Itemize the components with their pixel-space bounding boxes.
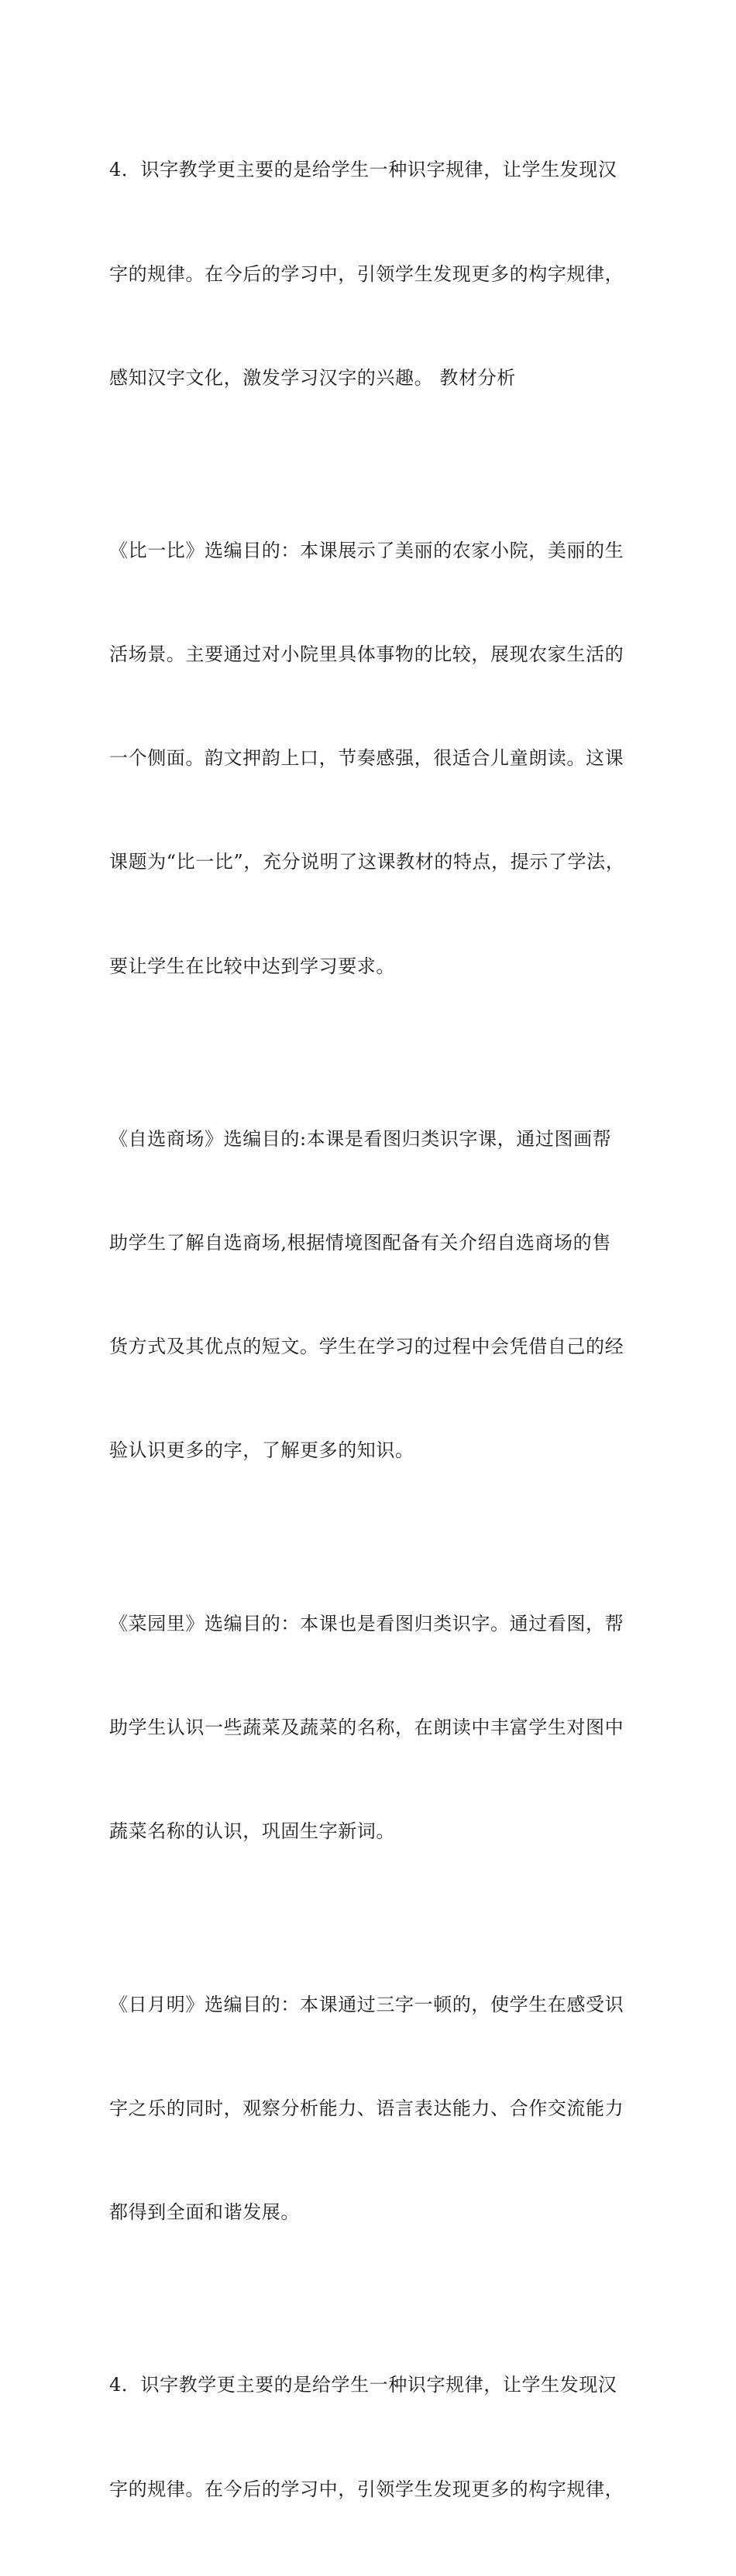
text-line: 助学生认识一些蔬菜及蔬菜的名称，在朗读中丰富学生对图中: [109, 1717, 624, 1739]
text-line: 蔬菜名称的认识，巩固生字新词。: [109, 1820, 395, 1843]
paragraph-zi-xuan-shang-chang: [109, 1053, 636, 1538]
text-line: 4．识字教学更主要的是给学生一种识字规律，让学生发现汉: [109, 2374, 617, 2396]
paragraph-bi-yi-bi: [109, 465, 636, 1053]
text-line: 《比一比》选编目的：本课展示了美丽的农家小院，美丽的生: [109, 540, 624, 562]
text-line: 字的规律。在今后的学习中，引领学生发现更多的构字规律，: [109, 262, 624, 285]
text-line: 《日月明》选编目的：本课通过三字一顿的，使学生在感受识: [109, 1993, 624, 2015]
document-body: [109, 84, 636, 2576]
paragraph-literacy-rules: [109, 84, 636, 465]
paragraph-ri-yue-ming: [109, 1918, 636, 2299]
text-line: 活场景。主要通过对小院里具体事物的比较，展现农家生活的: [109, 643, 624, 666]
text-line: 字的规律。在今后的学习中，引领学生发现更多的构字规律，: [109, 2478, 624, 2500]
text-line: 《自选商场》选编目的:本课是看图归类识字课，通过图画帮: [109, 1128, 612, 1151]
text-line: 货方式及其优点的短文。学生在学习的过程中会凭借自己的经: [109, 1336, 624, 1358]
text-line: 课题为“比一比”，充分说明了这课教材的特点，提示了学法，: [109, 851, 625, 873]
text-line: 一个侧面。韵文押韵上口，节奏感强，很适合儿童朗读。这课: [109, 747, 624, 770]
text-line: 4．识字教学更主要的是给学生一种识字规律，让学生发现汉: [109, 159, 617, 181]
paragraph-literacy-rules-repeat: [109, 2299, 636, 2576]
paragraph-cai-yuan-li: [109, 1538, 636, 1919]
text-line: 助学生了解自选商场,根据情境图配备有关介绍自选商场的售: [109, 1232, 611, 1254]
text-line: 字之乐的同时，观察分析能力、语言表达能力、合作交流能力: [109, 2097, 624, 2119]
text-line: 《菜园里》选编目的：本课也是看图归类识字。通过看图，帮: [109, 1612, 624, 1634]
text-line: 要让学生在比较中达到学习要求。: [109, 955, 395, 977]
text-line: 验认识更多的字，了解更多的知识。: [109, 1439, 414, 1462]
text-line: 感知汉字文化，激发学习汉字的兴趣。 教材分析: [109, 366, 516, 389]
text-line: 都得到全面和谐发展。: [109, 2200, 300, 2223]
